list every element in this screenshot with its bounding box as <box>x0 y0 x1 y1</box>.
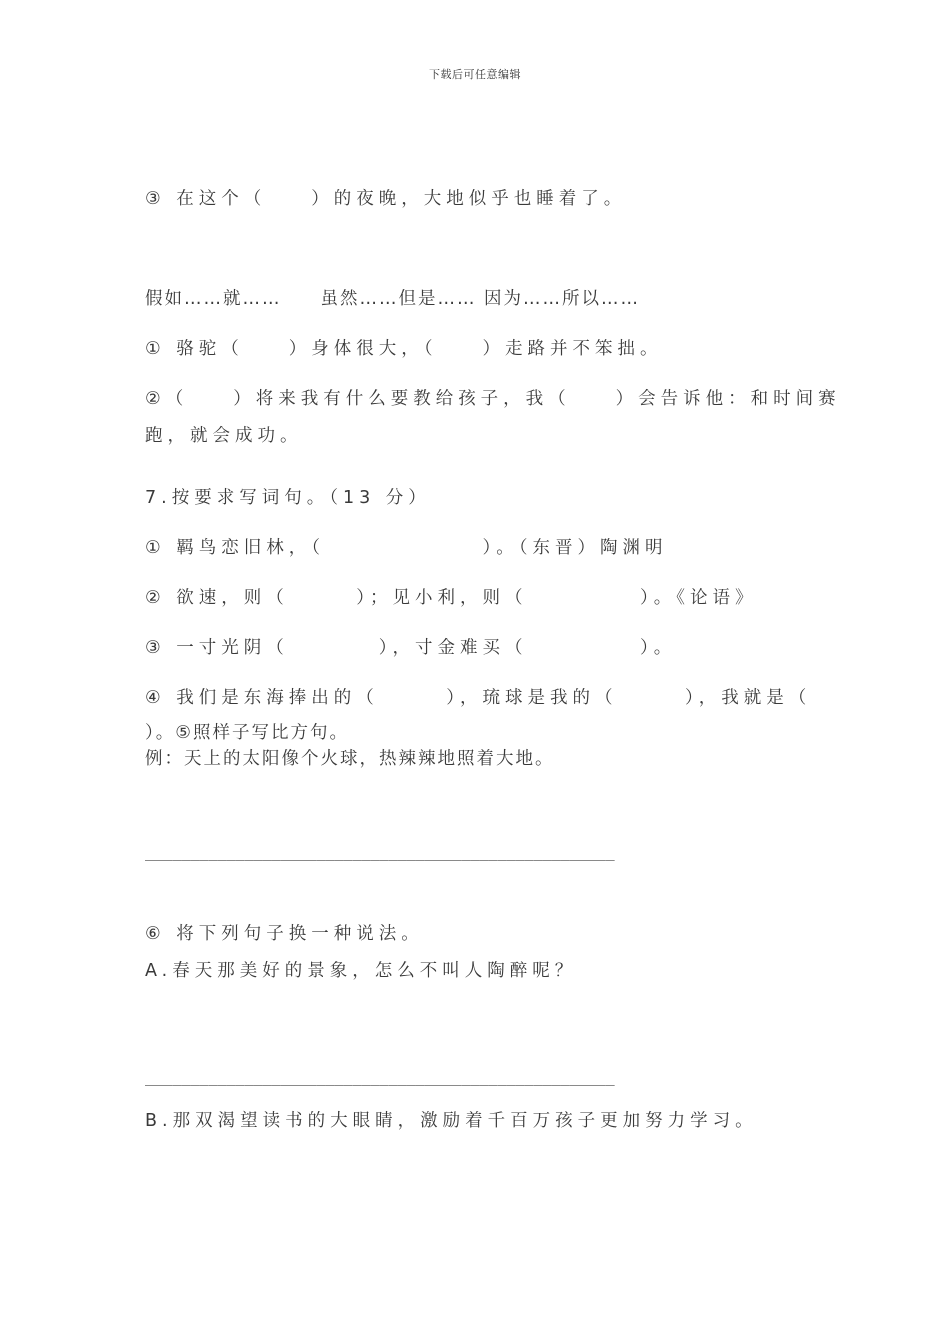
conjunction-options: 假如……就…… 虽然……但是…… 因为……所以…… <box>145 289 641 309</box>
example-sentence: 例：天上的太阳像个火球，热辣辣地照着大地。 <box>145 749 555 769</box>
sentence-3-night: ③ 在这个（ ）的夜晚，大地似乎也睡着了。 <box>145 189 627 209</box>
instruction-6-rephrase: ⑥ 将下列句子换一种说法。 <box>145 924 424 944</box>
analects-line-2: ② 欲速，则（ ）；见小利，则（ ）。《论语》 <box>145 588 758 608</box>
sentence-2-time-line2: 跑，就会成功。 <box>145 426 303 446</box>
poem-line-1: ① 羁鸟恋旧林，（ ）。（东晋）陶渊明 <box>145 538 668 558</box>
instruction-5-metaphor: ）。⑤照样子写比方句。 <box>145 723 349 743</box>
page-header: 下载后可任意编辑 <box>429 68 521 81</box>
proverb-line-3: ③ 一寸光阴（ ），寸金难买（ ）。 <box>145 638 677 658</box>
answer-line-2[interactable]: ____________________________________________________ <box>145 1068 615 1086</box>
question-7-title: 7.按要求写词句。（13 分） <box>145 488 431 508</box>
sentence-b-eyes: B.那双渴望读书的大眼睛，激励着千百万孩子更加努力学习。 <box>145 1111 758 1131</box>
poem-line-4: ④ 我们是东海捧出的（ ），琉球是我的（ ），我就是（ <box>145 688 812 708</box>
answer-line-1[interactable]: ____________________________________________________ <box>145 843 615 861</box>
sentence-2-time-line1: ②（ ）将来我有什么要教给孩子，我（ ）会告诉他：和时间赛 <box>145 389 841 409</box>
sentence-1-camel: ① 骆驼（ ）身体很大，（ ）走路并不笨拙。 <box>145 339 663 359</box>
sentence-a-spring: A.春天那美好的景象，怎么不叫人陶醉呢？ <box>145 961 578 981</box>
